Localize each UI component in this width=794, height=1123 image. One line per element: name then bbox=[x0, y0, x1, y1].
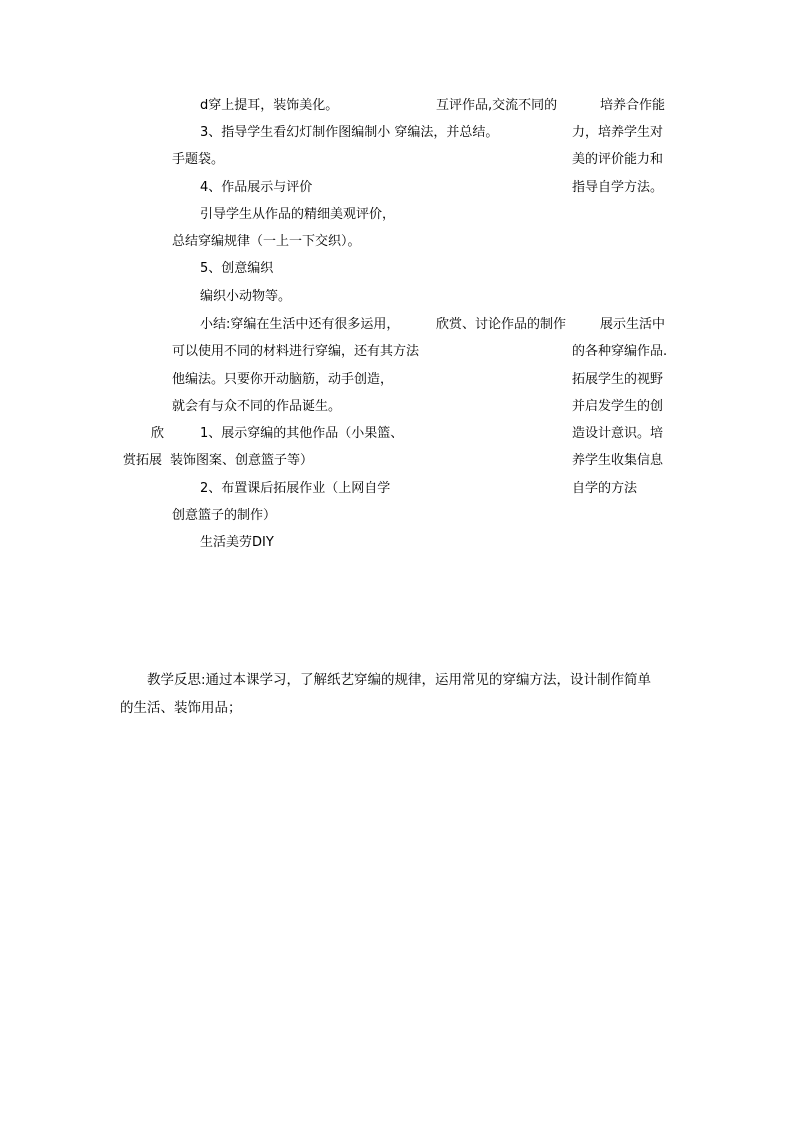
design-intent-line: 造设计意识。培 bbox=[572, 426, 664, 441]
design-intent-line: 力，培养学生对 bbox=[572, 125, 664, 140]
process-line: 他编法。只要你开动脑筋，动手创造， bbox=[172, 372, 394, 387]
process-line: 生活美劳DIY bbox=[200, 535, 274, 550]
reflection-line: 的生活、装饰用品； bbox=[120, 700, 242, 716]
design-intent-line: 指导自学方法。 bbox=[572, 180, 664, 195]
process-line: 就会有与众不同的作品诞生。 bbox=[172, 399, 342, 414]
design-intent-line: 展示生活中 bbox=[600, 317, 666, 332]
process-line: 手题袋。 bbox=[172, 152, 225, 167]
process-line: 总结穿编规律（一上一下交织）。 bbox=[172, 234, 361, 249]
process-line: 1、展示穿编的其他作品（小果篮、 bbox=[200, 426, 404, 441]
process-line: 2、布置课后拓展作业（上网自学 bbox=[200, 481, 391, 496]
process-line: 编织小动物等。 bbox=[200, 289, 292, 304]
process-line: 4、作品展示与评价 bbox=[200, 180, 313, 195]
design-intent-line: 自学的方法 bbox=[572, 481, 638, 496]
design-intent-line: 养学生收集信息 bbox=[572, 453, 664, 468]
process-line: 3、指导学生看幻灯制作图编制小 穿编法，并总结。 bbox=[200, 125, 499, 140]
design-intent-line: 培养合作能 bbox=[600, 98, 666, 113]
reflection-line: 教学反思:通过本课学习，了解纸艺穿编的规律，运用常见的穿编方法，设计制作简单 bbox=[147, 672, 652, 688]
process-line: 小结:穿编在生活中还有很多运用， bbox=[200, 317, 400, 332]
section-label-line1: 欣 bbox=[151, 426, 165, 441]
student-activity-line: 欣赏、讨论作品的制作 bbox=[436, 317, 567, 332]
process-line: 可以使用不同的材料进行穿编，还有其方法 bbox=[172, 344, 420, 359]
process-line: d穿上提耳，装饰美化。 bbox=[200, 98, 339, 113]
process-line: 创意篮子的制作） bbox=[172, 508, 277, 523]
process-line: 引导学生从作品的精细美观评价， bbox=[200, 207, 396, 222]
design-intent-line: 的各种穿编作品. bbox=[572, 344, 668, 359]
design-intent-line: 并启发学生的创 bbox=[572, 399, 664, 414]
process-line: 5、创意编织 bbox=[200, 261, 274, 276]
section-label-line2: 赏拓展 bbox=[123, 453, 163, 468]
student-activity-line: 互评作品,交流不同的 bbox=[436, 98, 558, 113]
design-intent-line: 拓展学生的视野 bbox=[572, 372, 664, 387]
process-line: 装饰图案、创意篮子等） bbox=[170, 453, 314, 468]
design-intent-line: 美的评价能力和 bbox=[572, 152, 664, 167]
